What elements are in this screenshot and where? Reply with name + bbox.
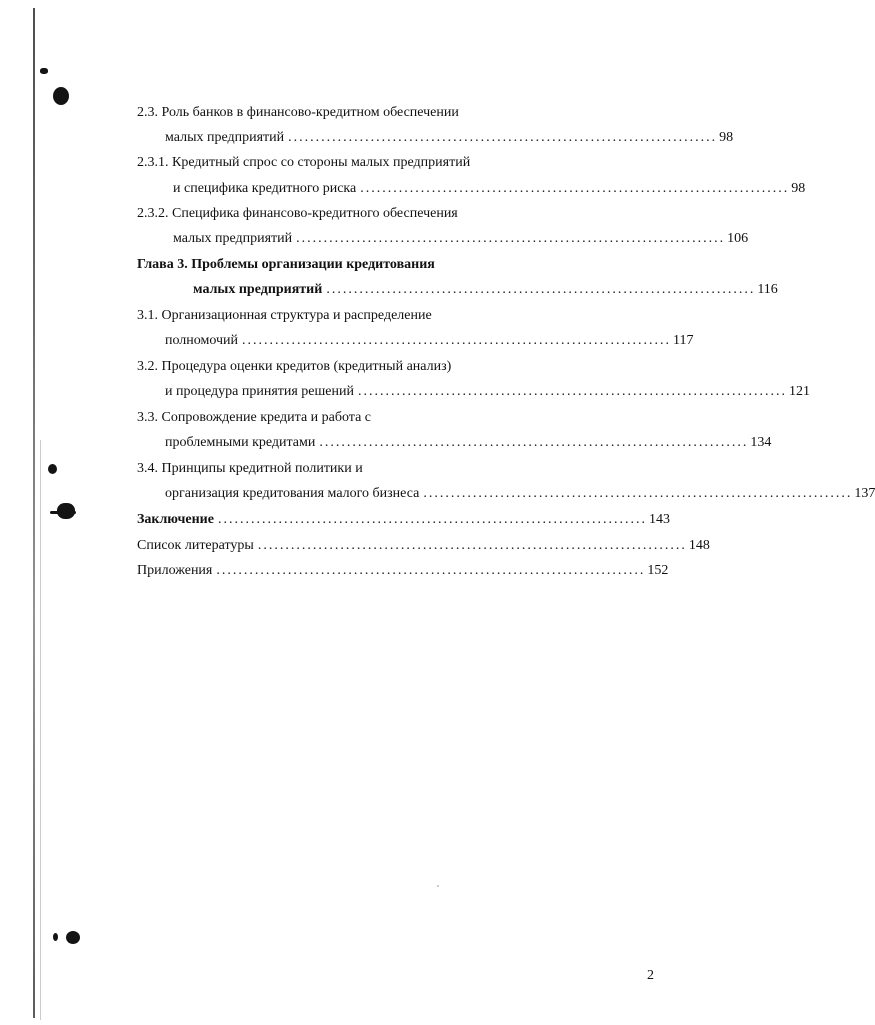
toc-page-number: 106 bbox=[727, 231, 749, 246]
dot-leader: .............................................................................. bbox=[242, 333, 672, 348]
toc-page-number: 137 bbox=[854, 486, 875, 501]
toc-entry-title: организация кредитования малого бизнеса bbox=[165, 486, 420, 501]
toc-entry-title: и специфика кредитного риска bbox=[173, 181, 357, 196]
toc-line bbox=[137, 409, 371, 427]
toc-entry-title: малых предприятий bbox=[173, 231, 293, 246]
dust-speck bbox=[437, 885, 439, 887]
toc-page-number: 152 bbox=[647, 563, 669, 578]
toc-page-number: 143 bbox=[648, 512, 670, 527]
dot-leader: .............................................................................. bbox=[326, 282, 756, 297]
toc-line bbox=[137, 104, 459, 122]
toc-chapter-title: Глава 3. Проблемы организации кредитования bbox=[137, 257, 435, 272]
ink-spot bbox=[48, 464, 57, 474]
toc-line bbox=[137, 460, 363, 478]
binding-edge-line bbox=[33, 8, 35, 1018]
toc-entry-title: малых предприятий bbox=[165, 130, 285, 145]
punch-hole-mark bbox=[53, 87, 69, 105]
toc-page-number: 134 bbox=[750, 435, 772, 450]
punch-hole-mark bbox=[66, 931, 80, 944]
toc-entry-title: Список литературы bbox=[137, 538, 254, 553]
dot-leader: .............................................................................. bbox=[296, 231, 726, 246]
toc-line bbox=[137, 537, 710, 555]
dot-leader: .............................................................................. bbox=[257, 538, 687, 553]
dot-leader: .............................................................................. bbox=[360, 181, 790, 196]
toc-page-number: 117 bbox=[673, 333, 694, 348]
toc-line bbox=[137, 205, 458, 223]
toc-page-number: 98 bbox=[719, 130, 734, 145]
toc-line bbox=[137, 307, 432, 325]
toc-entry-title: и процедура принятия решений bbox=[165, 384, 354, 399]
toc-page-number: 121 bbox=[789, 384, 810, 399]
toc-entry-title: 2.3.1. Кредитный спрос со стороны малых предприятий bbox=[137, 155, 471, 170]
dot-leader: .............................................................................. bbox=[358, 384, 787, 399]
toc-chapter-title: Заключение bbox=[137, 512, 214, 527]
ink-spot bbox=[53, 933, 58, 941]
dot-leader: .............................................................................. bbox=[423, 486, 853, 501]
toc-entry-title: 3.4. Принципы кредитной политики и bbox=[137, 461, 363, 476]
ink-spot bbox=[40, 68, 48, 74]
dot-leader: .............................................................................. bbox=[288, 130, 718, 145]
page-number: 2 bbox=[647, 968, 654, 983]
dot-leader: .............................................................................. bbox=[216, 563, 646, 578]
toc-chapter-title: малых предприятий bbox=[193, 282, 323, 297]
dot-leader: .............................................................................. bbox=[217, 512, 647, 527]
toc-line bbox=[165, 129, 734, 147]
toc-page-number: 148 bbox=[688, 538, 710, 553]
toc-entry-title: проблемными кредитами bbox=[165, 435, 316, 450]
toc-line bbox=[173, 230, 749, 248]
toc-entry-title: полномочий bbox=[165, 333, 239, 348]
toc-page-number: 98 bbox=[791, 181, 806, 196]
toc-line bbox=[137, 154, 470, 172]
toc-line bbox=[173, 180, 806, 198]
dot-leader: .............................................................................. bbox=[319, 435, 749, 450]
toc-line bbox=[165, 485, 875, 503]
binding-edge-faint-line bbox=[40, 440, 41, 1020]
toc-line bbox=[193, 281, 778, 299]
toc-line bbox=[137, 358, 451, 376]
toc-entry-title: Приложения bbox=[137, 563, 213, 578]
toc-line bbox=[165, 332, 694, 350]
toc-line bbox=[137, 562, 669, 580]
toc-line bbox=[165, 383, 810, 401]
toc-entry-title: 3.2. Процедура оценки кредитов (кредитный анализ) bbox=[137, 359, 452, 374]
toc-line bbox=[137, 256, 435, 274]
toc-entry-title: 2.3.2. Специфика финансово-кредитного обеспечения bbox=[137, 206, 458, 221]
toc-line bbox=[137, 511, 670, 529]
toc-page-number: 116 bbox=[757, 282, 778, 297]
toc-entry-title: 3.1. Организационная структура и распределение bbox=[137, 308, 432, 323]
ink-streak bbox=[50, 511, 76, 514]
toc-entry-title: 2.3. Роль банков в финансово-кредитном обеспечении bbox=[137, 105, 459, 120]
toc-entry-title: 3.3. Сопровождение кредита и работа с bbox=[137, 410, 372, 425]
toc-line bbox=[165, 434, 772, 452]
